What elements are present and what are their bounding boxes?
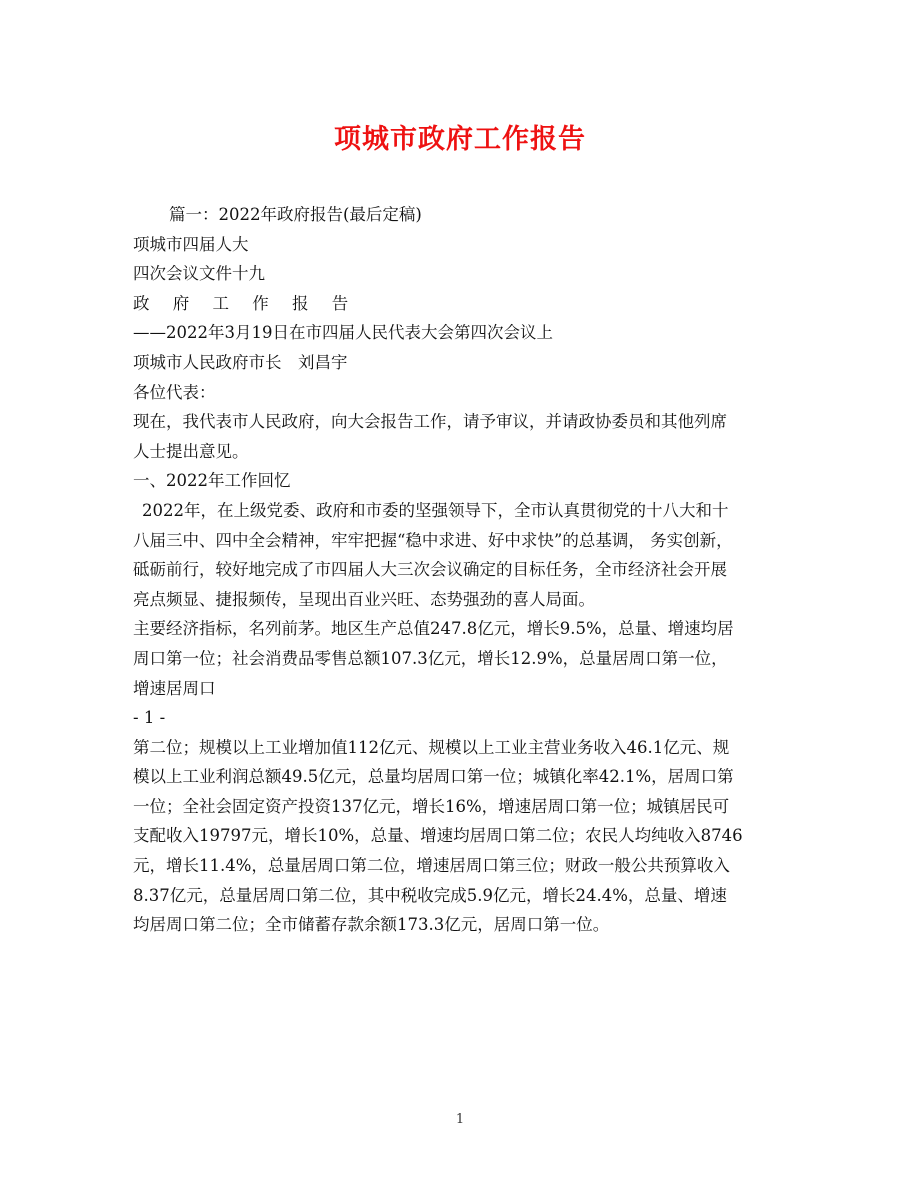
paragraph-line: 八届三中、四中全会精神，牢牢把握“稳中求进、好中求快”的总基调， 务实创新， (133, 530, 733, 550)
report-heading: 政 府 工 作 报 告 (133, 293, 358, 313)
paragraph-line: 均居周口第二位；全市储蓄存款余额173.3亿元，居周口第一位。 (133, 915, 610, 935)
paragraph-line: 主要经济指标，名列前茅。地区生产总值247.8亿元，增长9.5%，总量、增速均居 (133, 619, 734, 639)
paragraph-line: 8.37亿元，总量居周口第二位，其中税收完成5.9亿元，增长24.4%，总量、增速 (133, 885, 727, 905)
speaker-line: 项城市人民政府市长 刘昌宇 (133, 352, 348, 372)
paragraph-line: 增速居周口 (133, 678, 216, 698)
paragraph-line: 模以上工业利润总额49.5亿元，总量均居周口第一位；城镇化率42.1%，居周口第 (133, 767, 734, 787)
paragraph-line: 支配收入19797元，增长10%，总量、增速均居周口第二位；农民人均纯收入8746 (133, 826, 743, 846)
paragraph-line: 一位；全社会固定资产投资137亿元，增长16%，增速居周口第一位；城镇居民可 (133, 796, 730, 816)
document-title: 项城市政府工作报告 (334, 124, 586, 155)
issuer-line: 项城市四届人大 (133, 234, 249, 254)
paragraph-line: 第二位；规模以上工业增加值112亿元、规模以上工业主营业务收入46.1亿元、规 (133, 737, 730, 757)
section-heading-part-one: 篇一：2022年政府报告(最后定稿) (169, 205, 422, 224)
inline-page-marker: - 1 - (133, 708, 166, 728)
document-number-line: 四次会议文件十九 (133, 264, 265, 284)
date-venue-line: ——2022年3月19日在市四届人民代表大会第四次会议上 (133, 323, 553, 343)
section-heading-review: 一、2022年工作回忆 (133, 471, 291, 491)
paragraph-line: 砥砺前行，较好地完成了市四届人大三次会议确定的目标任务，全市经济社会开展 (133, 560, 727, 580)
paragraph-line: 现在，我代表市人民政府，向大会报告工作，请予审议，并请政协委员和其他列席 (133, 412, 727, 432)
paragraph-line: 亮点频显、捷报频传，呈现出百业兴旺、态势强劲的喜人局面。 (133, 589, 595, 609)
paragraph-line: 元，增长11.4%，总量居周口第二位，增速居周口第三位；财政一般公共预算收入 (133, 856, 730, 876)
document-body (133, 200, 803, 940)
paragraph-line: 周口第一位；社会消费品零售总额107.3亿元，增长12.9%，总量居周口第一位， (133, 648, 728, 668)
salutation: 各位代表： (133, 382, 216, 402)
page-number: 1 (455, 1112, 465, 1127)
paragraph-line: 2022年，在上级党委、政府和市委的坚强领导下，全市认真贯彻党的十八大和十 (142, 500, 729, 520)
paragraph-line: 人士提出意见。 (133, 441, 249, 461)
